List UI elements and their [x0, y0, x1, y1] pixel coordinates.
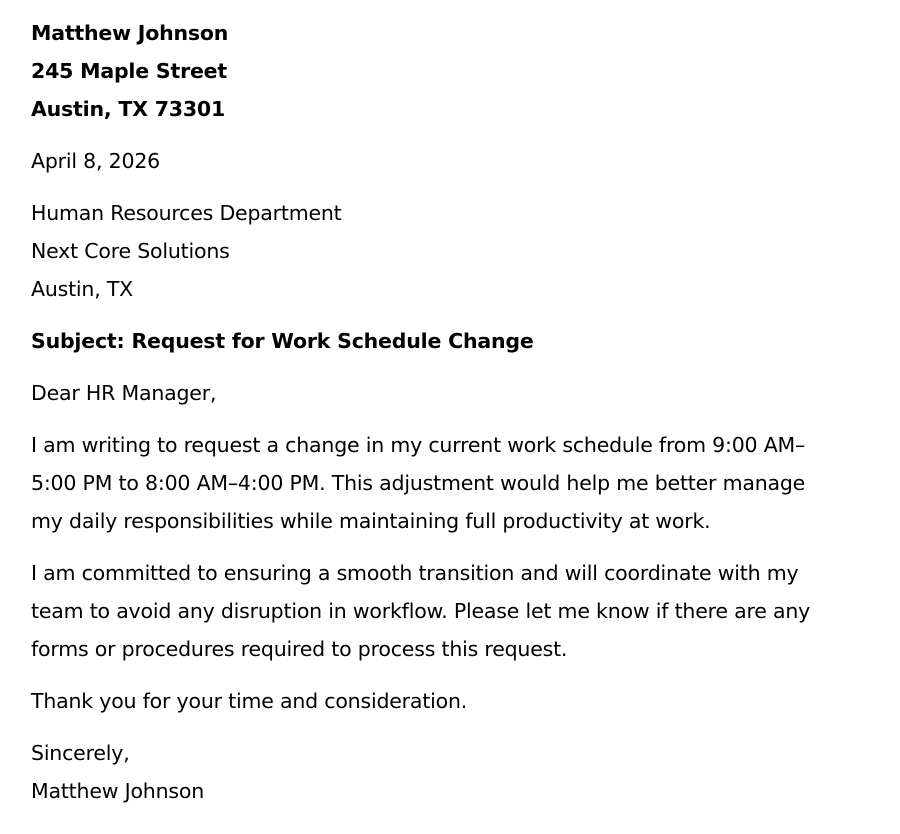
sender-city-line: Austin, TX 73301 — [31, 97, 226, 121]
salutation: Dear HR Manager, — [31, 381, 217, 405]
body-paragraph-1 — [31, 426, 870, 540]
paragraph-line: I am committed to ensuring a smooth transition and will coordinate with my — [31, 561, 799, 585]
thanks-block — [31, 682, 870, 720]
paragraph-line: I am writing to request a change in my current work schedule from 9:00 AM– — [31, 433, 806, 457]
paragraph-line: 5:00 PM to 8:00 AM–4:00 PM. This adjustment would help me better manage — [31, 471, 806, 495]
subject-line: Subject: Request for Work Schedule Change — [31, 329, 534, 353]
sender-name: Matthew Johnson — [31, 21, 229, 45]
paragraph-line: team to avoid any disruption in workflow. Please let me know if there are any — [31, 599, 811, 623]
body-paragraph-2 — [31, 554, 870, 668]
salutation-block — [31, 374, 870, 412]
recipient-department: Human Resources Department — [31, 201, 342, 225]
subject-block — [31, 322, 870, 360]
date-block — [31, 142, 870, 180]
recipient-company: Next Core Solutions — [31, 239, 230, 263]
closing-line: Sincerely, — [31, 741, 130, 765]
paragraph-line: my daily responsibilities while maintaining full productivity at work. — [31, 509, 711, 533]
signoff-block — [31, 734, 870, 810]
letter-date: April 8, 2026 — [31, 149, 161, 173]
sender-street: 245 Maple Street — [31, 59, 227, 83]
thanks-line: Thank you for your time and consideration. — [31, 689, 468, 713]
sender-address-block — [31, 14, 870, 128]
signature-name: Matthew Johnson — [31, 779, 205, 803]
recipient-city-line: Austin, TX — [31, 277, 134, 301]
recipient-address-block — [31, 194, 870, 308]
paragraph-line: forms or procedures required to process this request. — [31, 637, 568, 661]
